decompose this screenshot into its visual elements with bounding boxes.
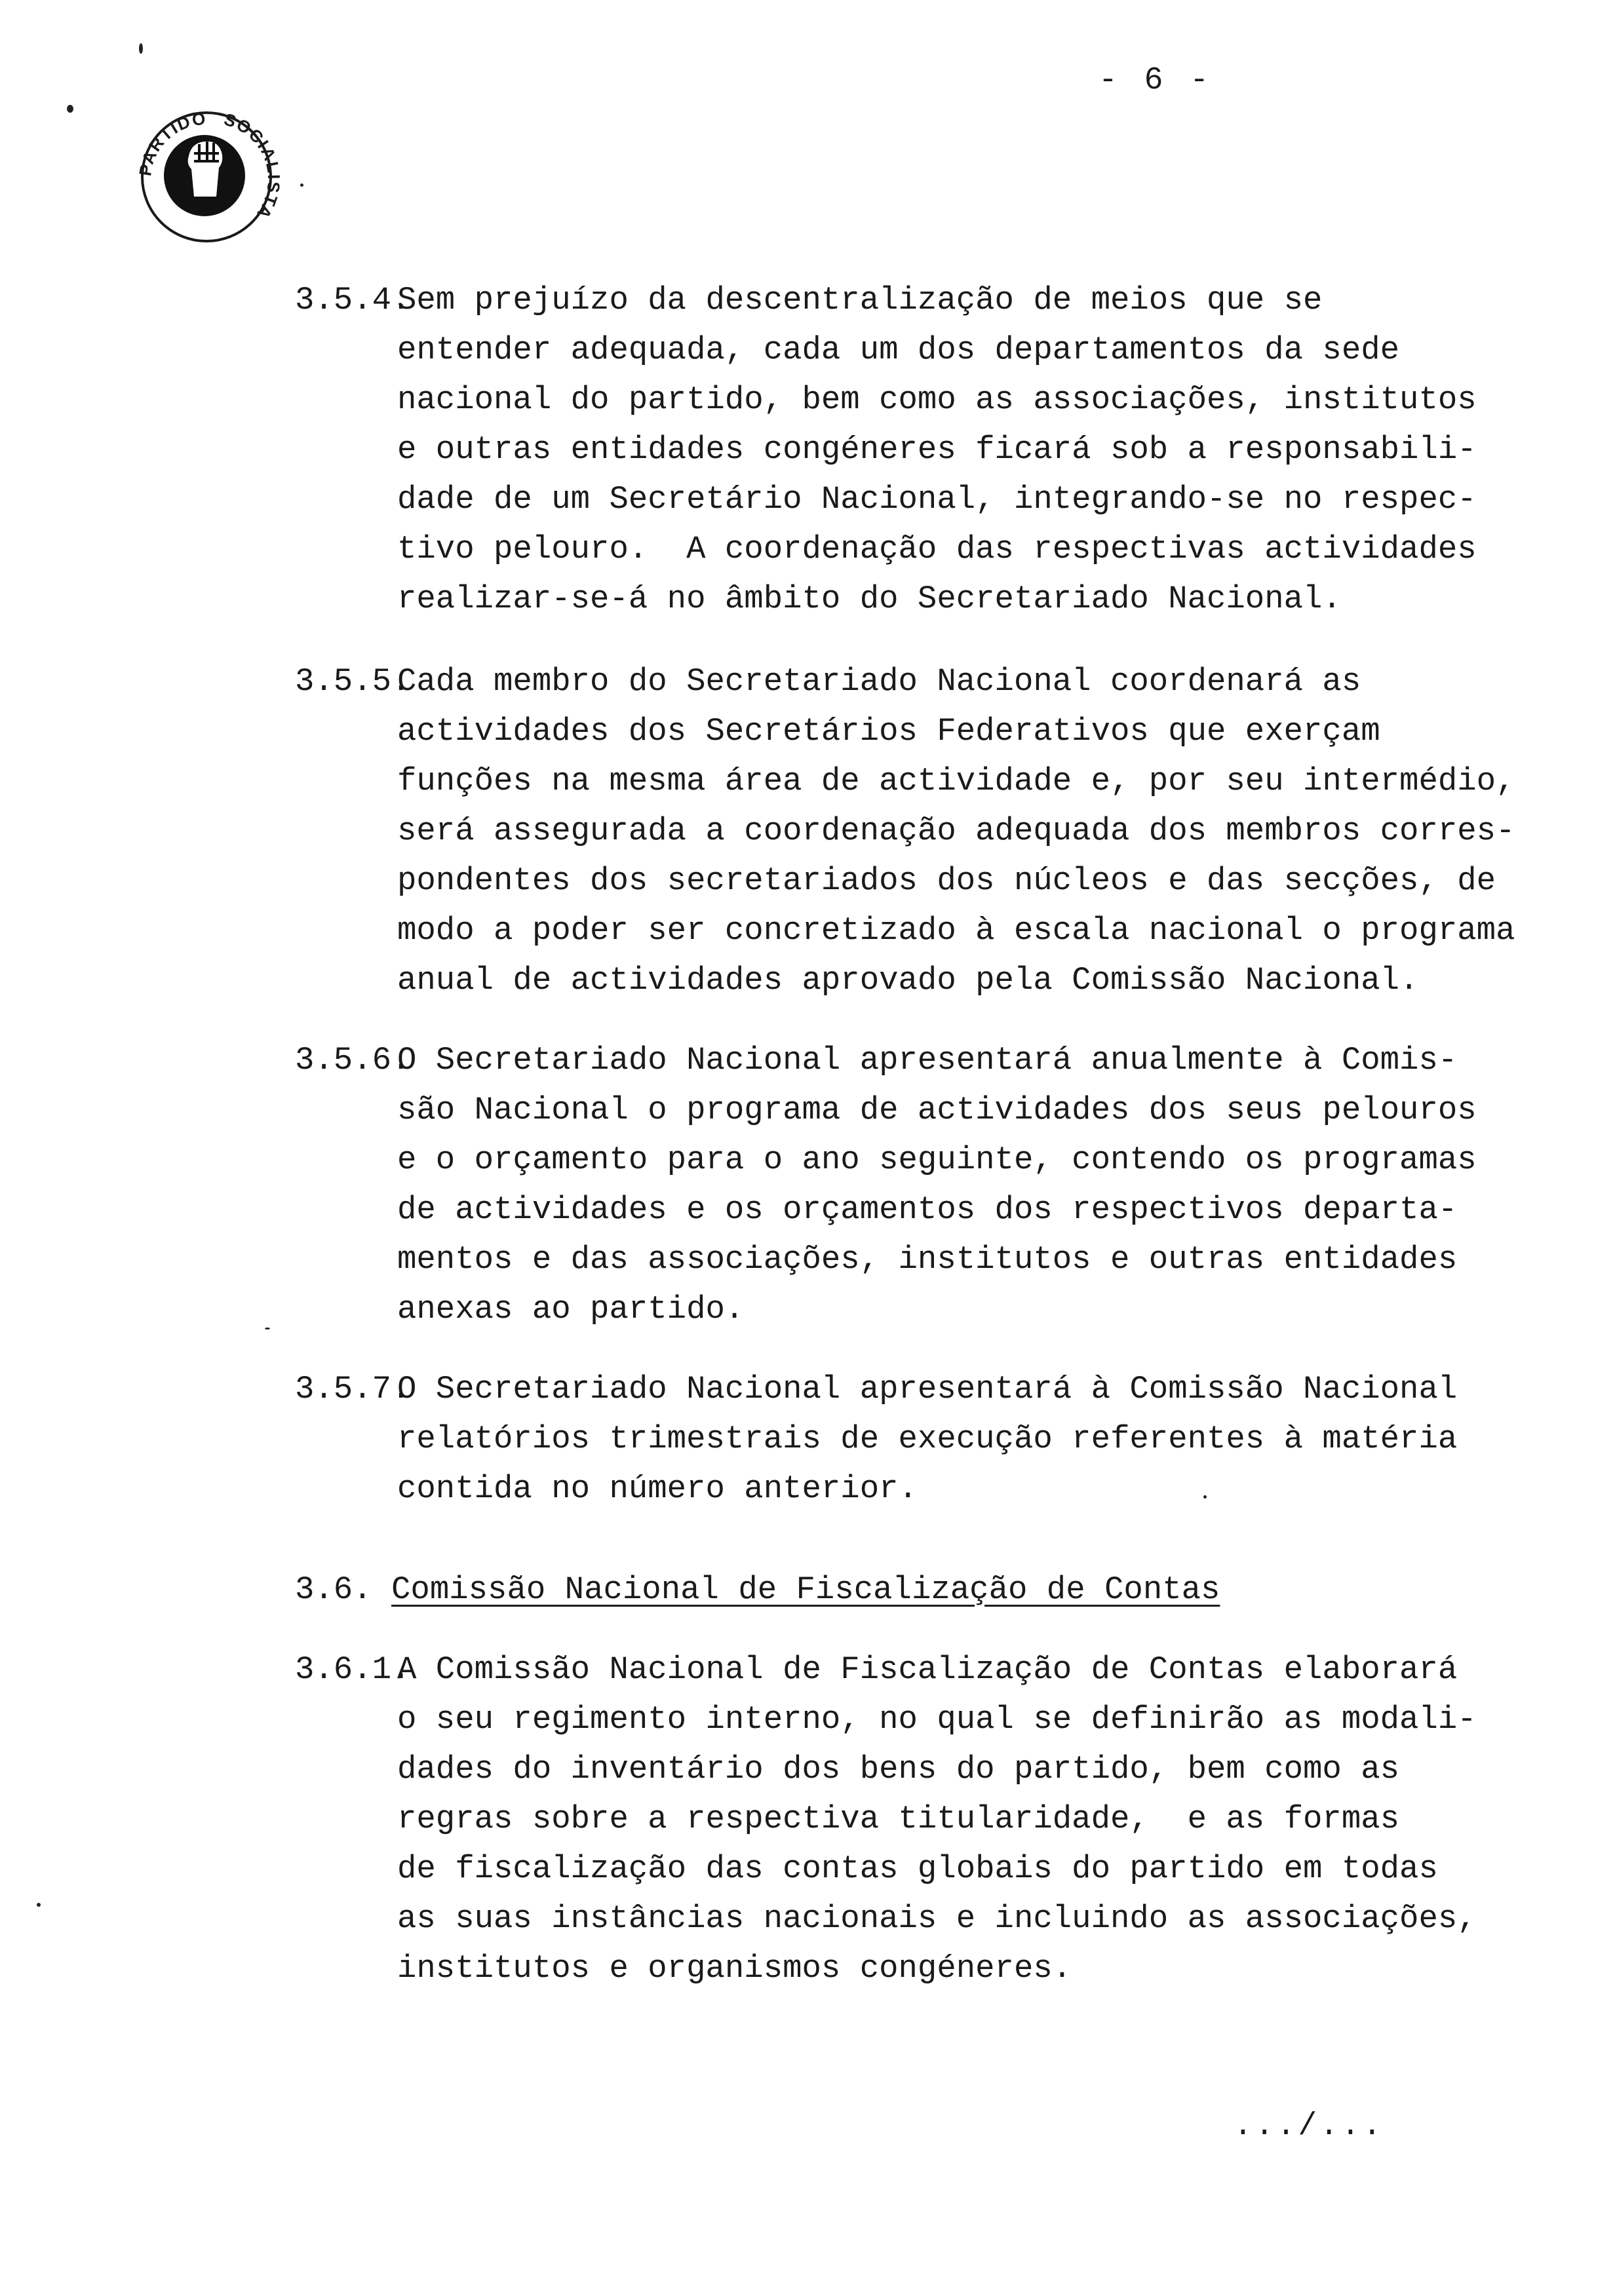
paragraph-number: 3.5.7. [295, 1371, 411, 1407]
paragraph-number: 3.5.5. [295, 663, 411, 700]
paragraph-line: funções na mesma área de actividade e, por seu intermédio, [397, 763, 1515, 799]
paragraph-line: as suas instâncias nacionais e incluindo as associações, [397, 1900, 1477, 1937]
paragraph-line: tivo pelouro. A coordenação das respectivas actividades [397, 531, 1477, 567]
paragraph-line: será assegurada a coordenação adequada dos membros corres- [397, 813, 1515, 849]
section-heading-3-6 [295, 1565, 1220, 1615]
paragraph-line: relatórios trimestrais de execução referentes à matéria [397, 1421, 1458, 1457]
paragraph-line: nacional do partido, bem como as associações, institutos [397, 381, 1477, 418]
paragraph-3-5-5 [295, 657, 1553, 1005]
paragraph-line: A Comissão Nacional de Fiscalização de Contas elaborará [397, 1651, 1458, 1688]
paragraph-3-5-4 [295, 275, 1553, 624]
paragraph-line: regras sobre a respectiva titularidade, e as formas [397, 1801, 1400, 1837]
paragraph-number: 3.6.1. [295, 1651, 411, 1688]
scan-speck [1203, 1495, 1207, 1499]
paragraph-line: anual de actividades aprovado pela Comissão Nacional. [397, 962, 1419, 999]
paragraph-line: Sem prejuízo da descentralização de meios que se [397, 282, 1323, 318]
paragraph-line: entender adequada, cada um dos departamentos da sede [397, 332, 1400, 368]
paragraph-number: 3.5.6. [295, 1042, 411, 1079]
paragraph-line: modo a poder ser concretizado à escala nacional o programa [397, 912, 1515, 949]
paragraph-line: Cada membro do Secretariado Nacional coordenará as [397, 663, 1361, 700]
paragraph-line: institutos e organismos congéneres. [397, 1950, 1072, 1987]
paragraph-line: O Secretariado Nacional apresentará anualmente à Comis- [397, 1042, 1458, 1079]
scan-speck [67, 105, 73, 113]
paragraph-line: de fiscalização das contas globais do partido em todas [397, 1850, 1438, 1887]
paragraph-line: dades do inventário dos bens do partido, bem como as [397, 1751, 1400, 1788]
continuation-mark: .../... [1234, 2109, 1384, 2144]
page-number: - 6 - [1099, 63, 1213, 98]
paragraph-line: dade de um Secretário Nacional, integrando-se no respec- [397, 481, 1477, 518]
paragraph-line: mentos e das associações, institutos e outras entidades [397, 1241, 1458, 1278]
paragraph-line: de actividades e os orçamentos dos respectivos departa- [397, 1191, 1458, 1228]
paragraph-line: o seu regimento interno, no qual se definirão as modali- [397, 1701, 1477, 1738]
paragraph-line: e outras entidades congéneres ficará sob a responsabili- [397, 431, 1477, 468]
paragraph-line: são Nacional o programa de actividades dos seus pelouros [397, 1092, 1477, 1128]
paragraph-line: realizar-se-á no âmbito do Secretariado Nacional. [397, 581, 1342, 617]
paragraph-line: e o orçamento para o ano seguinte, contendo os programas [397, 1141, 1477, 1178]
raised-fist-seal-icon [131, 98, 282, 249]
paragraph-line: contida no número anterior. [397, 1470, 918, 1507]
party-logo [131, 98, 282, 249]
paragraph-3-5-6 [295, 1035, 1553, 1334]
paragraph-line: O Secretariado Nacional apresentará à Comissão Nacional [397, 1371, 1458, 1407]
svg-text:PARTIDO: PARTIDO [135, 108, 208, 178]
section-title: Comissão Nacional de Fiscalização de Contas [391, 1571, 1220, 1608]
scan-speck [37, 1903, 41, 1907]
scan-speck [139, 43, 143, 54]
paragraph-3-6-1 [295, 1645, 1553, 1993]
svg-text:SOCIALISTA: SOCIAL TA [222, 109, 282, 223]
paragraph-number: 3.5.4. [295, 282, 411, 318]
paragraph-line: actividades dos Secretários Federativos que exerçam [397, 713, 1380, 750]
scan-speck [265, 1328, 270, 1330]
paragraph-line: pondentes dos secretariados dos núcleos e das secções, de [397, 862, 1496, 899]
paragraph-line: anexas ao partido. [397, 1291, 745, 1328]
scan-speck [300, 183, 303, 187]
paragraph-3-5-7 [295, 1364, 1553, 1514]
section-number: 3.6. [295, 1571, 372, 1608]
